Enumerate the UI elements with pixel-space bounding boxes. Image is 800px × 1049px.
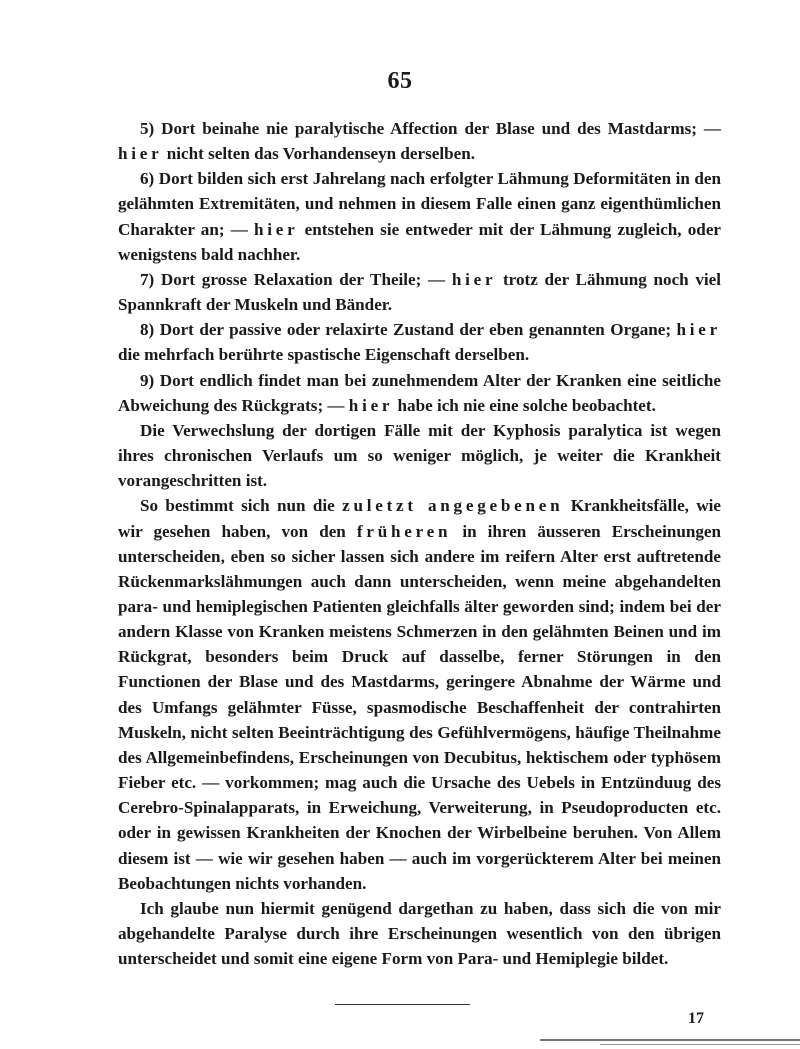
- section-divider: [335, 1004, 470, 1005]
- paragraph-text: entstehen sie entweder mit der Lähmung zugleich, oder wenigstens bald nachher.: [118, 219, 721, 264]
- body-text: [118, 116, 721, 971]
- paragraph: [118, 317, 721, 367]
- paragraph-text: 6) Dort bilden sich erst Jahrelang nach erfolgter Lähmung Deformitäten in den gelähmten Extremitäten, und nehmen in diesem Falle einen ganz eigenthümlichen Charakter an; —: [118, 169, 721, 239]
- emphasis-text: hier: [254, 219, 299, 239]
- paragraph-text: trotz der Lähmung noch viel Spannkraft der Muskeln und Bänder.: [118, 269, 721, 315]
- page-edge-line: [600, 1044, 800, 1045]
- paragraph-text: Die Verwechslung der dortigen Fälle mit der Kyphosis paralytica ist wegen ihres chronischen Verlaufs um so weniger möglich, je weiter die Krankheit vorangeschritten ist.: [118, 420, 721, 491]
- emphasis-text: hier: [118, 144, 163, 164]
- page-edge-line: [540, 1039, 800, 1041]
- paragraph-text: Krankheitsfälle, wie wir gesehen haben, von den: [118, 496, 721, 541]
- paragraph-text: in ihren äusseren Erscheinungen unterscheiden, eben so sicher lassen sich andere im reifern Alter erst auftretende Rückenmarkslähmungen auch dann unterscheiden, wenn meine abgehandelten para- und hemiplegischen Patienten gleichfalls älter geworden sind; indem bei der andern Klasse von Kranken meistens Schmerzen in den gelähmten Beinen und im Rückgrat, besonders beim Druck auf dasselbe, ferner Störungen in den Functionen der Blase und des Mastdarms, geringere Abnahme der Wärme und des Umfangs gelähmter Füsse, spasmodische Beschaffenheit der contrahirten Muskeln, nicht selten Beeinträchtigung des Gefühlvermögens, häufige Theilnahme des Allgemeinbefindens, Erscheinungen von Decubitus, hektischem oder typhösem Fieber etc. — vorkommen; mag auch die Ursache des Uebels in Entzünduug des Cerebro-Spinalapparats, in Erweichung, Verweiterung, in Pseudoproducten etc. oder in gewissen Krankheiten der Knochen der Wirbelbeine beruhen. Von Allem diesem ist — wie wir gesehen haben — auch im vorgerückterem Alter bei meinen Beobachtungen nichts vorhanden.: [118, 521, 722, 893]
- paragraph: [118, 267, 721, 317]
- page-number: 65: [387, 68, 413, 94]
- signature-mark: 17: [688, 1010, 704, 1027]
- emphasis-text: zuletzt angegebenen: [342, 496, 564, 516]
- paragraph: [118, 116, 721, 166]
- emphasis-text: hier: [348, 395, 394, 415]
- paragraph-text: 5) Dort beinahe nie paralytische Affection der Blase und des Mastdarms; —: [140, 119, 721, 138]
- paragraph-text: Ich glaube nun hiermit genügend dargethan zu haben, dass sich die von mir abgehandelte Paralyse durch ihre Erscheinungen wesentlich von den übrigen unterscheidet und somit eine eigene Form von Para- und Hemiplegie bildet.: [118, 898, 721, 969]
- paragraph-text: 9) Dort endlich findet man bei zunehmendem Alter der Kranken eine seitliche Abweichung des Rückgrats; —: [118, 370, 721, 415]
- emphasis-text: früheren: [356, 521, 452, 541]
- paragraph-text: habe ich nie eine solche beobachtet.: [393, 395, 656, 415]
- emphasis-text: hier: [676, 320, 721, 340]
- emphasis-text: hier: [451, 269, 497, 289]
- paragraph: [118, 493, 721, 896]
- paragraph-text: die mehrfach berührte spastische Eigenschaft derselben.: [118, 345, 530, 365]
- paragraph: [118, 896, 721, 971]
- paragraph-text: nicht selten das Vorhandenseyn derselben.: [162, 144, 475, 164]
- paragraph: [118, 368, 721, 418]
- paragraph: [118, 166, 721, 267]
- paragraph-text: 8) Dort der passive oder relaxirte Zustand der eben genannten Organe;: [140, 320, 677, 340]
- paragraph-text: So bestimmt sich nun die: [140, 496, 343, 516]
- paragraph: [118, 418, 721, 493]
- paragraph-text: 7) Dort grosse Relaxation der Theile; —: [140, 269, 452, 289]
